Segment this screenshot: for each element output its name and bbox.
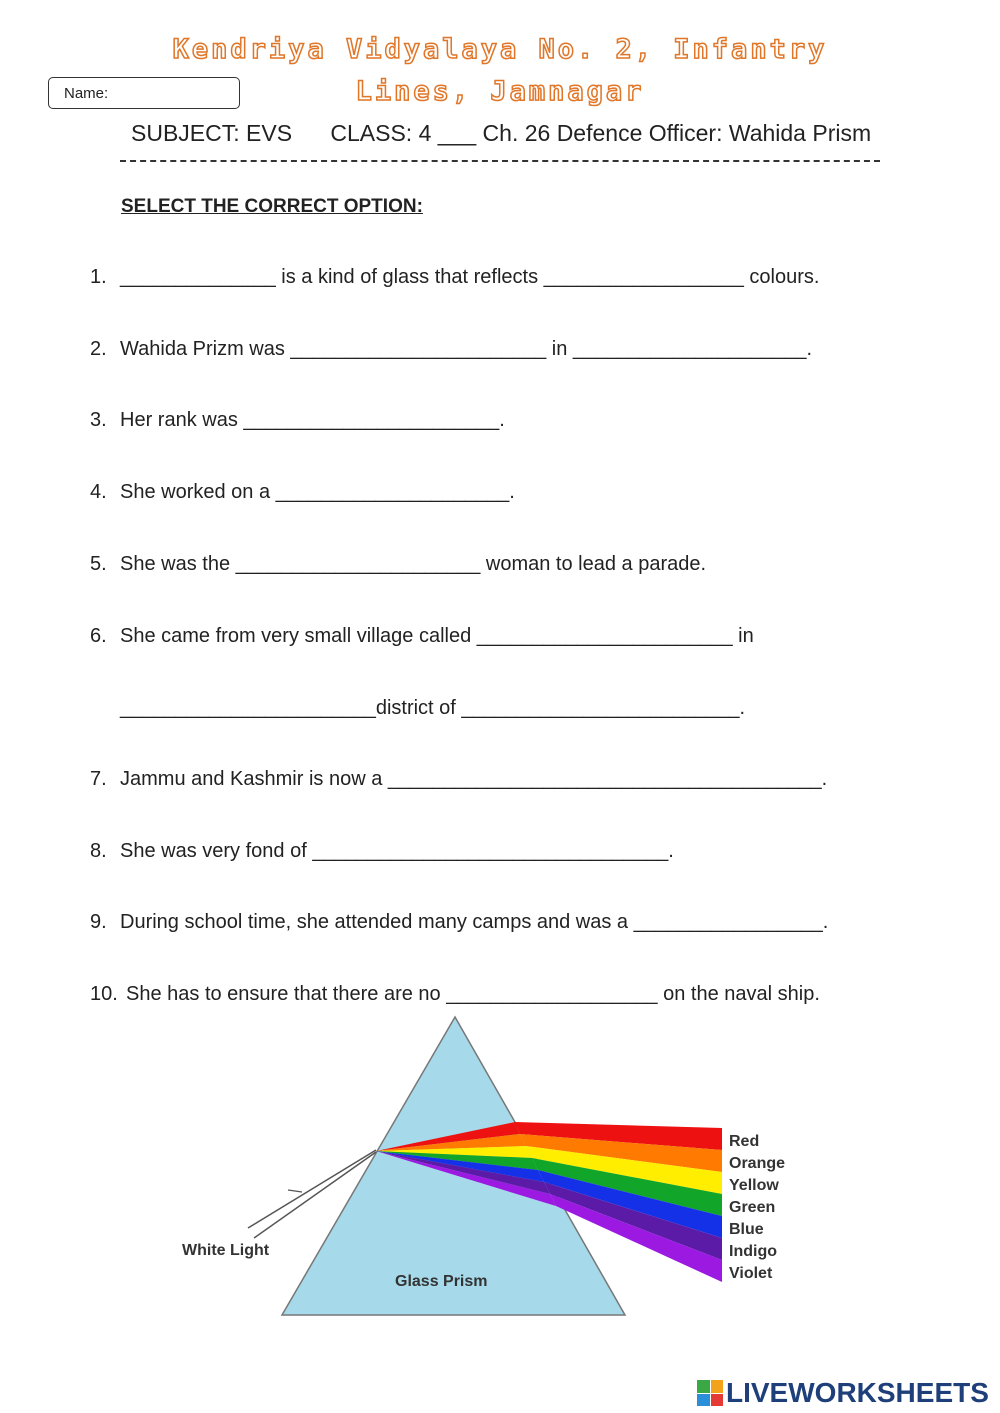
- spectrum-label-indigo: Indigo: [729, 1243, 777, 1260]
- school-title-line-1: Kendriya Vidyalaya No. 2, Infantry: [172, 34, 828, 65]
- question-number: 9.: [90, 911, 107, 933]
- question-text[interactable]: Her rank was _______________________.: [120, 409, 505, 431]
- school-title-line-2: Lines, Jamnagar: [355, 76, 645, 107]
- question-item: [90, 840, 674, 863]
- spectrum-label-violet: Violet: [729, 1265, 773, 1282]
- glass-prism-label: Glass Prism: [395, 1273, 488, 1290]
- question-item: [90, 983, 820, 1006]
- question-text[interactable]: She was very fond of ________________________________.: [120, 840, 674, 862]
- question-item: [90, 266, 819, 289]
- question-item: [90, 481, 515, 504]
- logo-text: LIVEWORKSHEETS: [726, 1377, 989, 1408]
- divider: [120, 160, 880, 162]
- spectrum-label-green: Green: [729, 1199, 776, 1216]
- question-number: 5.: [90, 553, 107, 575]
- question-number: 7.: [90, 768, 107, 790]
- question-item: [90, 338, 812, 361]
- question-text[interactable]: ______________ is a kind of glass that reflects __________________ colours.: [120, 266, 820, 288]
- spectrum-label-blue: Blue: [729, 1221, 764, 1238]
- white-light-label: White Light: [182, 1242, 270, 1259]
- name-field[interactable]: [48, 77, 240, 109]
- question-number: 6.: [90, 625, 107, 647]
- question-text[interactable]: She was the ______________________ woman to lead a parade.: [120, 553, 707, 575]
- name-label: Name:: [64, 85, 109, 102]
- spectrum-label-orange: Orange: [729, 1155, 786, 1172]
- question-number: 1.: [90, 266, 107, 288]
- logo-mark-icon: [697, 1380, 723, 1406]
- question-number: 3.: [90, 409, 107, 431]
- question-number: 10.: [90, 983, 118, 1005]
- question-text[interactable]: She came from very small village called _______________________ in: [120, 625, 754, 647]
- question-item: [90, 553, 706, 576]
- question-text[interactable]: She has to ensure that there are no ___________________ on the naval ship.: [126, 983, 820, 1005]
- spectrum-label-red: Red: [729, 1133, 760, 1150]
- question-text[interactable]: Wahida Prizm was _______________________ in _____________________.: [120, 338, 813, 360]
- question-item: [90, 697, 745, 720]
- instruction-heading: SELECT THE CORRECT OPTION:: [121, 196, 423, 217]
- question-number: 2.: [90, 338, 107, 360]
- question-text[interactable]: During school time, she attended many camps and was a _________________.: [120, 911, 829, 933]
- question-text[interactable]: She worked on a _____________________.: [120, 481, 515, 503]
- question-text[interactable]: Jammu and Kashmir is now a _______________________________________.: [120, 768, 828, 790]
- spectrum-labels: [729, 1133, 785, 1282]
- spectrum-label-yellow: Yellow: [729, 1177, 779, 1194]
- question-number: 4.: [90, 481, 107, 503]
- subject-line: SUBJECT: EVS CLASS: 4 ___ Ch. 26 Defence Officer: Wahida Prism: [131, 120, 872, 146]
- question-text[interactable]: _______________________district of _________________________.: [120, 697, 746, 719]
- question-item: [90, 409, 505, 432]
- prism-diagram: [170, 1010, 810, 1320]
- ray-tick: [288, 1190, 302, 1192]
- liveworksheets-logo: [697, 1377, 989, 1409]
- question-item: [90, 625, 754, 648]
- question-number: 8.: [90, 840, 107, 862]
- question-item: [90, 911, 828, 934]
- question-item: [90, 768, 827, 791]
